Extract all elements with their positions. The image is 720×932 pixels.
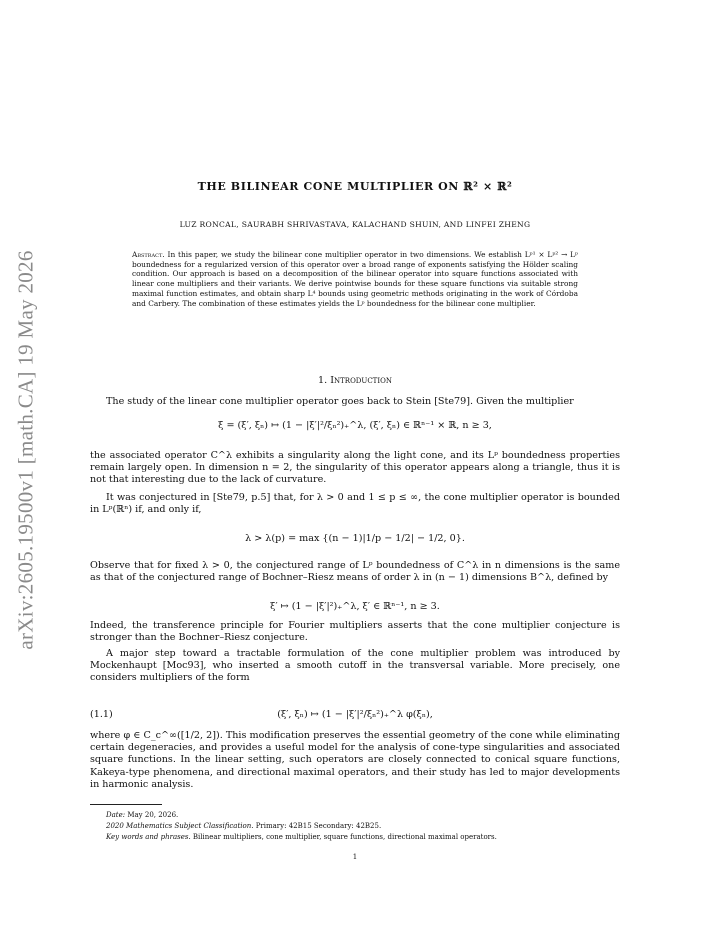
equation-cutoff: (ξ′, ξₙ) ↦ (1 − |ξ′|²/ξₙ²)₊^λ φ(ξₙ), [277,709,433,720]
abstract [132,250,578,308]
section-heading: 1. Introduction [318,375,392,386]
abstract-label: Abstract. [132,250,165,259]
paragraph-4: Observe that for fixed λ > 0, the conjectured range of Lᵖ boundedness of C^λ in n dimensions is the same as that of the conjectured range of Bochner–Riesz means of order λ in (n − 1) dimensions B^λ, defined by [90,560,620,584]
footnote-rule [90,804,162,805]
paragraph-2: the associated operator C^λ exhibits a singularity along the light cone, and its Lᵖ boundedness properties remain largely open. In dimension n = 2, the singularity of this operator appears along a triangle, thus it is not that interesting due to the lack of curvature. [90,450,620,486]
footnote-date: Date: May 20, 2026. [106,811,179,819]
paragraph-1: The study of the linear cone multiplier operator goes back to Stein [Ste79]. Given the multiplier [106,396,574,407]
arxiv-identifier: arXiv:2605.19500v1 [math.CA] 19 May 2026 [13,250,38,650]
abstract-text: In this paper, we study the bilinear cone multiplier operator in two dimensions. We establish Lᵖ¹ × Lᵖ² → Lᵖ boundedness for a regularized version of this operator over a broad range of exponents satisfying the Hölder scaling condition. Our approach is based on a decomposition of the bilinear operator into square functions associated with linear cone multipliers and their variants. We derive pointwise bounds for these square functions via suitable strong maximal function estimates, and obtain sharp L⁴ bounds using geometric methods originating in the work of Córdoba and Carbery. The combination of these estimates yields the Lᵖ boundedness for the bilinear cone multiplier. [132,250,579,308]
equation-number: (1.1) [90,709,113,720]
paragraph-6: A major step toward a tractable formulation of the cone multiplier problem was introduced by Mockenhaupt [Moc93], who inserted a smooth cutoff in the transversal variable. More precisely, one considers multipliers of the form [90,648,620,684]
footnote-msc: 2020 Mathematics Subject Classification. Primary: 42B15 Secondary: 42B25. [106,822,382,830]
paper-title: THE BILINEAR CONE MULTIPLIER ON ℝ² × ℝ² [197,180,513,193]
equation-bochner-riesz: ξ′ ↦ (1 − |ξ′|²)₊^λ, ξ′ ∈ ℝⁿ⁻¹, n ≥ 3. [270,601,440,612]
paragraph-5: Indeed, the transference principle for Fourier multipliers asserts that the cone multiplier conjecture is stronger than the Bochner–Riesz conjecture. [90,620,620,644]
paragraph-3: It was conjectured in [Ste79, p.5] that, for λ > 0 and 1 ≤ p ≤ ∞, the cone multiplier operator is bounded in Lᵖ(ℝⁿ) if, and only if, [90,492,620,516]
equation-multiplier: ξ = (ξ′, ξₙ) ↦ (1 − |ξ′|²/ξₙ²)₊^λ, (ξ′, ξₙ) ∈ ℝⁿ⁻¹ × ℝ, n ≥ 3, [218,420,492,431]
equation-lambda: λ > λ(p) = max {(n − 1)|1/p − 1/2| − 1/2, 0}. [245,533,465,544]
paragraph-7: where φ ∈ C_c^∞([1/2, 2]). This modification preserves the essential geometry of the cone while eliminating certain degeneracies, and provides a useful model for the analysis of cone-type singularities and associated square functions. In the linear setting, such operators are closely connected to conical square functions, Kakeya-type phenomena, and directional maximal operators, and their study has led to major developments in harmonic analysis. [90,730,620,790]
page-number: 1 [352,853,358,861]
author-list: LUZ RONCAL, SAURABH SHRIVASTAVA, KALACHAND SHUIN, AND LINFEI ZHENG [179,220,531,229]
footnote-keywords: Key words and phrases. Bilinear multipliers, cone multiplier, square functions, directional maximal operators. [106,833,497,841]
